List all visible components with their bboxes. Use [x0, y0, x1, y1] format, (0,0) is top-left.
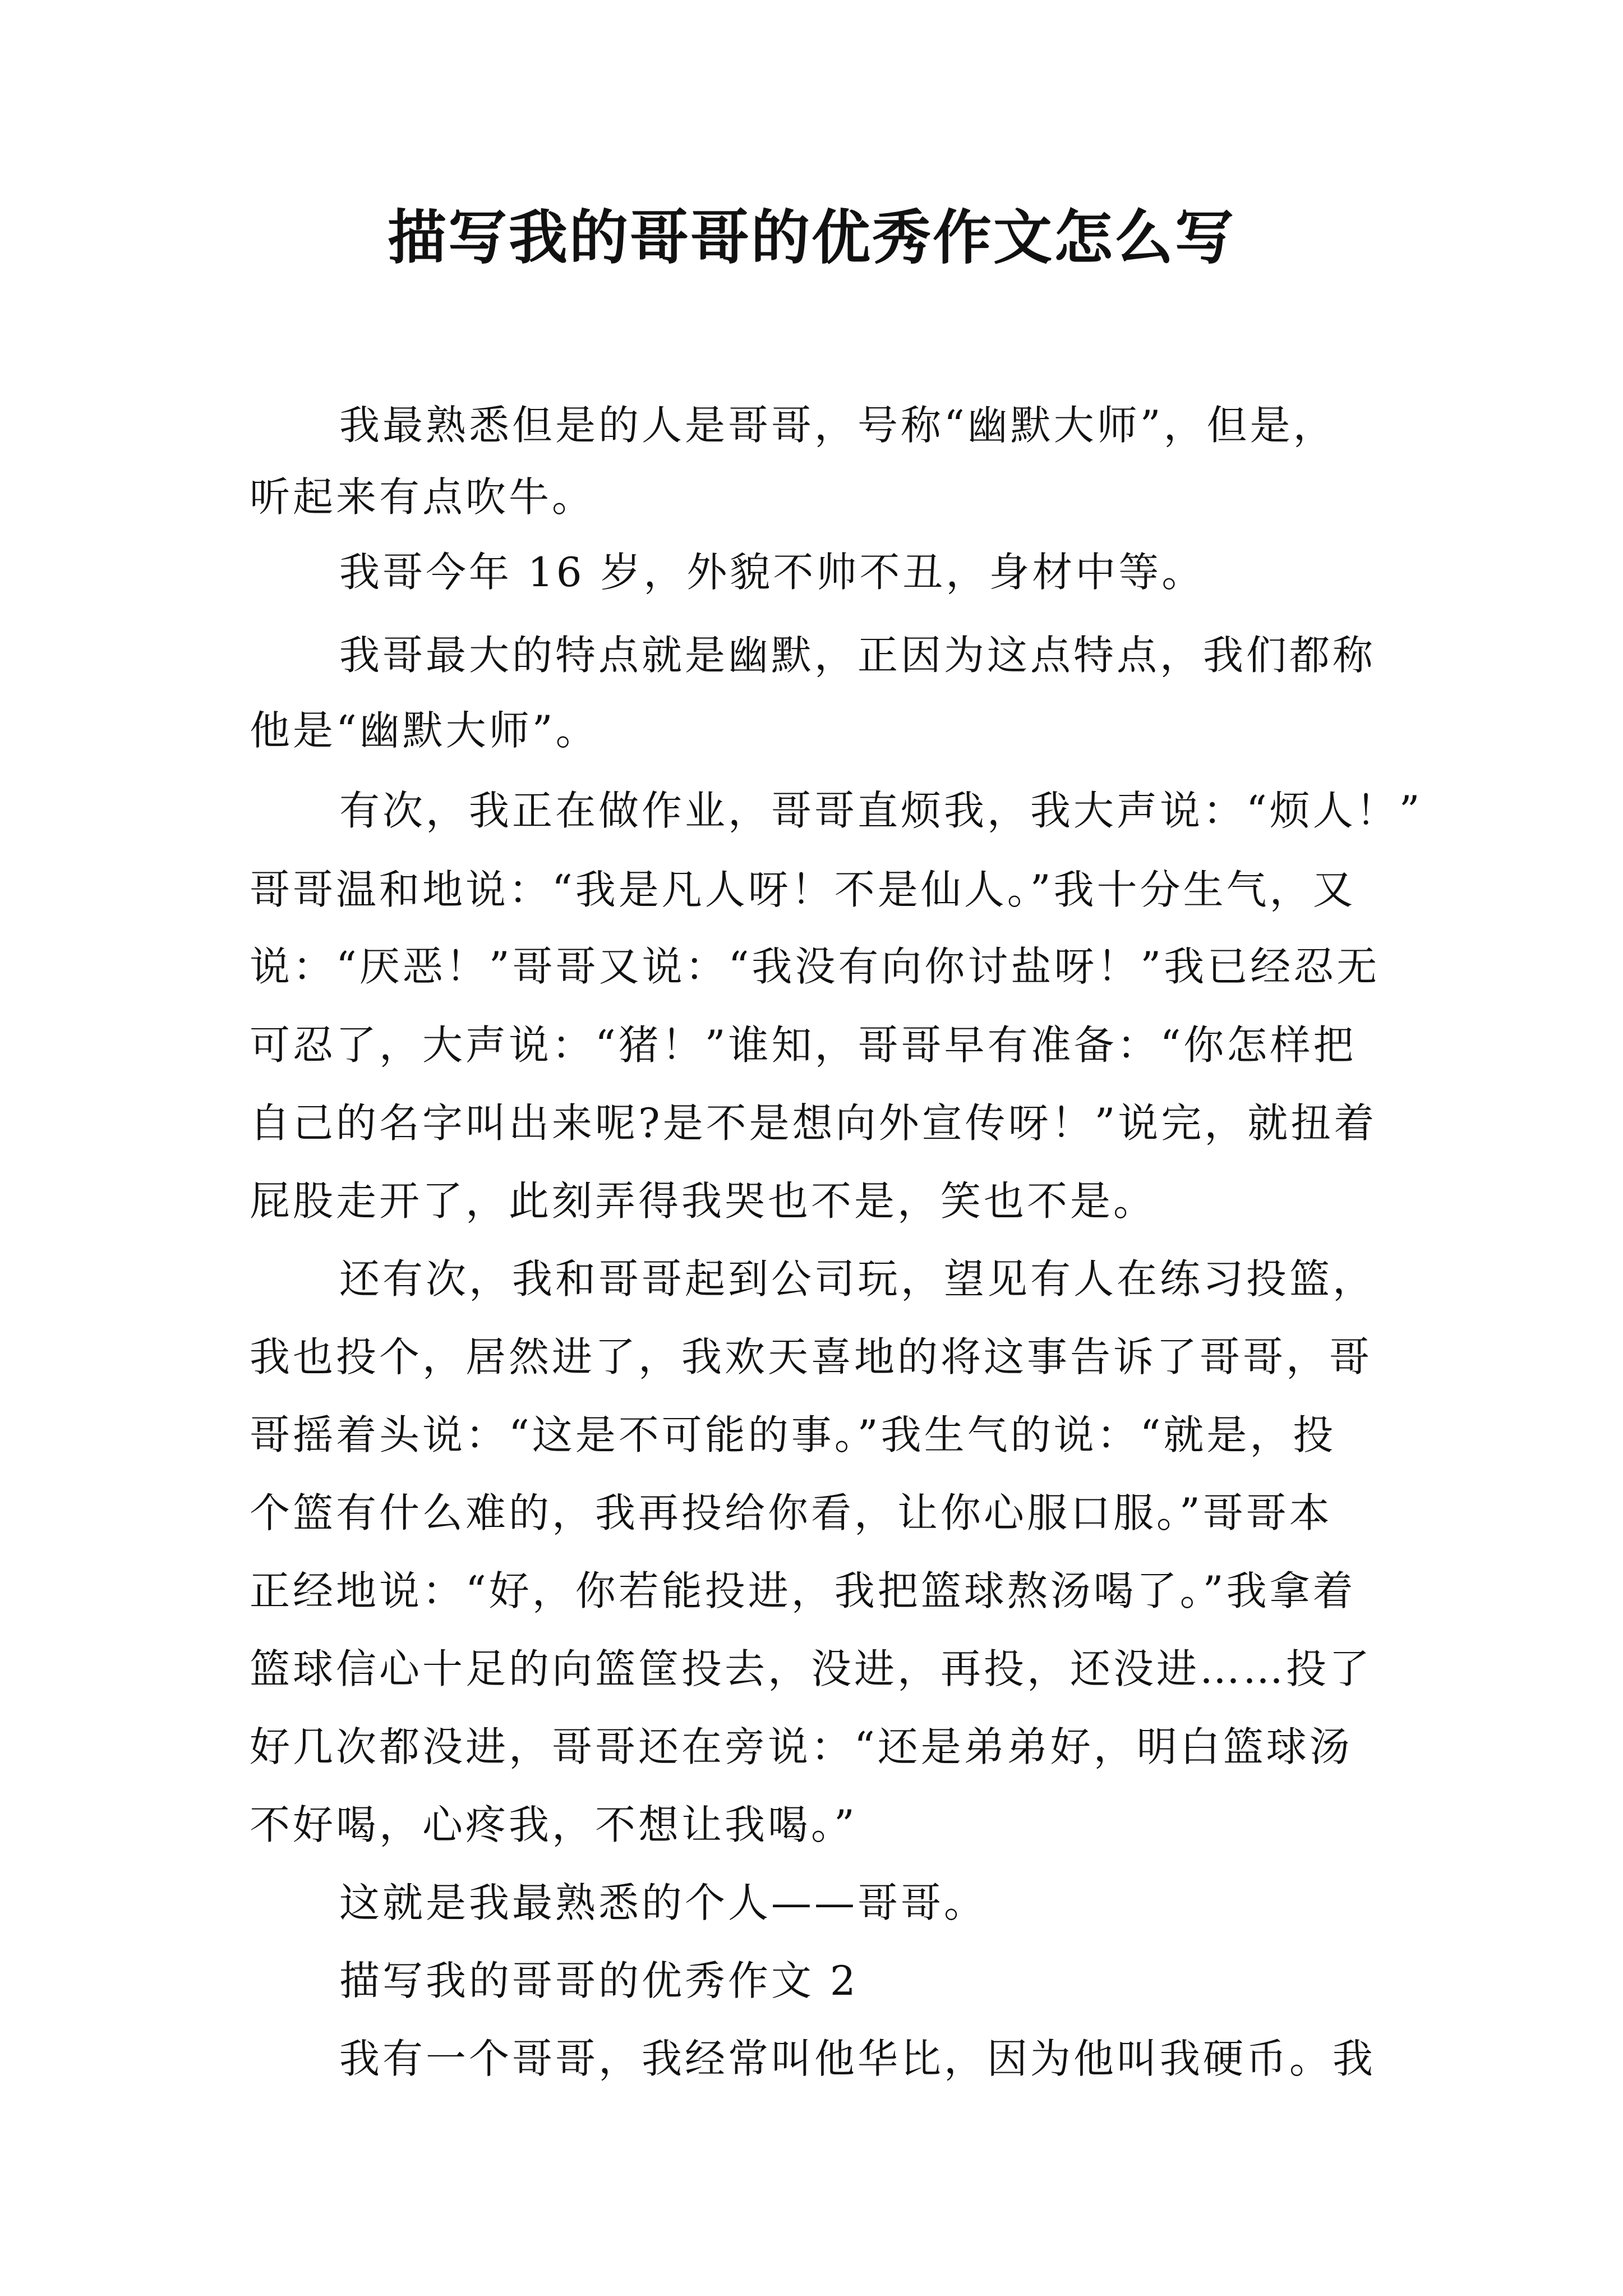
paragraph-line: 我哥今年 16 岁，外貌不帅不丑，身材中等。	[339, 549, 1205, 596]
paragraph-line: 我有一个哥哥，我经常叫他华比，因为他叫我硬币。我	[339, 2035, 1376, 2082]
paragraph-line: 屁股走开了，此刻弄得我哭也不是，笑也不是。	[250, 1177, 1157, 1225]
paragraph-line: 可忍了，大声说：“猪！”谁知，哥哥早有准备：“你怎样把	[250, 1022, 1357, 1069]
page-title: 描写我的哥哥的优秀作文怎么写	[387, 203, 1235, 272]
paragraph-line: 我最熟悉但是的人是哥哥，号称“幽默大师”，但是，	[339, 402, 1336, 449]
paragraph-line: 这就是我最熟悉的个人——哥哥。	[339, 1879, 988, 1926]
paragraph-line: 个篮有什么难的，我再投给你看，让你心服口服。”哥哥本	[250, 1489, 1332, 1536]
paragraph-line: 哥哥温和地说：“我是凡人呀！不是仙人。”我十分生气，又	[250, 866, 1356, 913]
paragraph-line: 自己的名字叫出来呢?是不是想向外宣传呀！”说完，就扭着	[250, 1099, 1377, 1147]
paragraph-line: 正经地说：“好，你若能投进，我把篮球熬汤喝了。”我拿着	[250, 1567, 1356, 1614]
paragraph-line: 我也投个，居然进了，我欢天喜地的将这事告诉了哥哥，哥	[250, 1333, 1373, 1381]
paragraph-line: 他是“幽默大师”。	[250, 707, 599, 754]
paragraph-line: 听起来有点吹牛。	[250, 473, 596, 521]
paragraph-line: 好几次都没进，哥哥还在旁说：“还是弟弟好，明白篮球汤	[250, 1723, 1353, 1770]
paragraph-line: 还有次，我和哥哥起到公司玩，望见有人在练习投篮，	[339, 1255, 1376, 1303]
paragraph-line: 说：“厌恶！”哥哥又说：“我没有向你讨盐呀！”我已经忍无	[250, 943, 1380, 990]
paragraph-line: 篮球信心十足的向篮筐投去，没进，再投，还没进……投了	[250, 1645, 1373, 1692]
paragraph-line: 不好喝，心疼我，不想让我喝。”	[250, 1801, 857, 1848]
section-heading: 描写我的哥哥的优秀作文 2	[339, 1957, 859, 2004]
paragraph-line: 我哥最大的特点就是幽默，正因为这点特点，我们都称	[339, 632, 1376, 679]
paragraph-line: 有次，我正在做作业，哥哥直烦我，我大声说：“烦人！”	[339, 787, 1423, 834]
paragraph-line: 哥摇着头说：“这是不可能的事。”我生气的说：“就是，投	[250, 1411, 1336, 1458]
